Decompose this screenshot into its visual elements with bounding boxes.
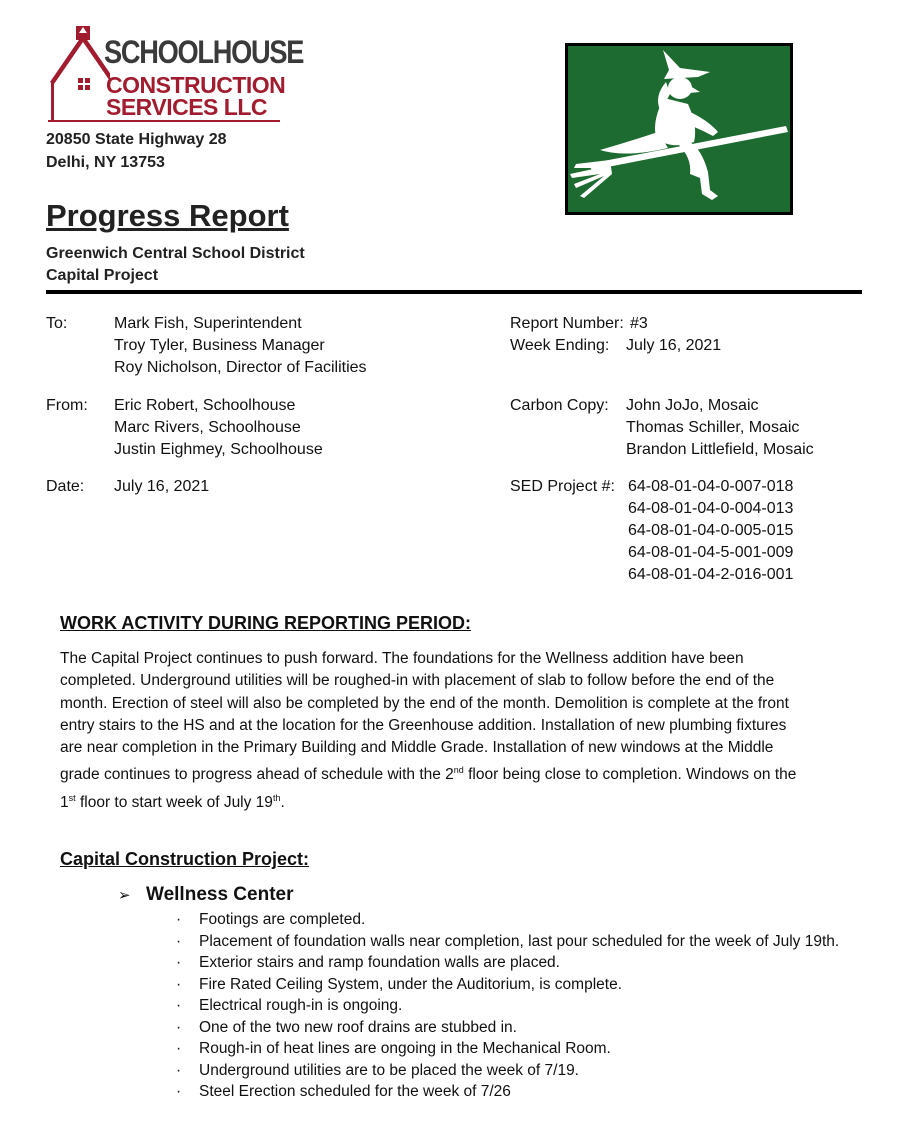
work-activity-paragraph bbox=[60, 648, 800, 814]
ordinal-suffix: nd bbox=[453, 765, 464, 776]
bullet-dot: · bbox=[176, 975, 182, 993]
week-ending-label: Week Ending: bbox=[510, 337, 610, 354]
sed-project-list bbox=[628, 476, 793, 586]
bullet-dot: · bbox=[176, 1018, 182, 1036]
work-activity-heading: WORK ACTIVITY DURING REPORTING PERIOD: bbox=[60, 613, 472, 633]
to-label: To: bbox=[46, 315, 68, 332]
witch-mascot bbox=[565, 43, 793, 215]
ordinal-suffix: th bbox=[272, 792, 281, 803]
report-number-value: #3 bbox=[630, 315, 648, 332]
from-sender: Eric Robert, Schoolhouse bbox=[114, 397, 296, 414]
from-senders bbox=[114, 395, 323, 461]
header-divider bbox=[46, 290, 862, 294]
carbon-copy-list bbox=[626, 395, 814, 461]
report-number-label: Report Number: bbox=[510, 315, 624, 332]
sed-project-number: 64-08-01-04-0-007-018 bbox=[628, 478, 794, 495]
to-recipient: Mark Fish, Superintendent bbox=[114, 315, 302, 332]
paragraph-text: floor being close to completion. Windows on the 1 bbox=[60, 766, 797, 812]
to-recipient: Roy Nicholson, Director of Facilities bbox=[114, 359, 367, 376]
list-item-text: Placement of foundation walls near completion, last pour scheduled for the week of July 19th. bbox=[199, 932, 840, 950]
list-item bbox=[176, 909, 839, 931]
list-item bbox=[176, 1038, 839, 1060]
capital-project-heading: Capital Construction Project: bbox=[60, 849, 310, 869]
list-item bbox=[176, 995, 839, 1017]
list-item-text: Footings are completed. bbox=[199, 911, 366, 928]
address-line2: Delhi, NY 13753 bbox=[46, 154, 165, 171]
sed-project-number: 64-08-01-04-0-004-013 bbox=[628, 500, 794, 517]
cc-recipient: Brandon Littlefield, Mosaic bbox=[626, 441, 814, 458]
list-item bbox=[176, 952, 839, 974]
wellness-center-heading bbox=[118, 884, 293, 906]
list-item-text: Exterior stairs and ramp foundation walls are placed. bbox=[199, 954, 560, 971]
paragraph-text: floor to start week of July 19 bbox=[75, 794, 273, 812]
sed-project-number: 64-08-01-04-0-005-015 bbox=[628, 522, 794, 539]
from-label: From: bbox=[46, 397, 88, 414]
date-label: Date: bbox=[46, 478, 85, 495]
bullet-dot: · bbox=[176, 1061, 182, 1079]
wellness-center-list bbox=[176, 909, 839, 1103]
list-item-text: Steel Erection scheduled for the week of 7/26 bbox=[199, 1083, 511, 1100]
from-sender: Justin Eighmey, Schoolhouse bbox=[114, 441, 323, 458]
schoolhouse-icon bbox=[48, 24, 110, 124]
to-recipient: Troy Tyler, Business Manager bbox=[114, 337, 325, 354]
list-item-text: Fire Rated Ceiling System, under the Auditorium, is complete. bbox=[199, 975, 622, 993]
sed-project-number: 64-08-01-04-5-001-009 bbox=[628, 544, 794, 561]
project-name: Capital Project bbox=[46, 267, 159, 284]
date-value: July 16, 2021 bbox=[114, 478, 210, 495]
to-recipients bbox=[114, 313, 367, 379]
arrow-bullet-icon: ➢ bbox=[118, 886, 131, 904]
client-name: Greenwich Central School District bbox=[46, 245, 305, 262]
list-item-text: One of the two new roof drains are stubbed in. bbox=[199, 1018, 517, 1036]
list-item bbox=[176, 1081, 839, 1103]
page-title: Progress Report bbox=[46, 198, 289, 233]
sed-project-number: 64-08-01-04-2-016-001 bbox=[628, 566, 794, 583]
paragraph-text: . bbox=[280, 794, 285, 812]
ordinal-suffix: st bbox=[68, 792, 76, 803]
address-line1: 20850 State Highway 28 bbox=[46, 131, 227, 148]
bullet-dot: · bbox=[176, 932, 182, 950]
bullet-dot: · bbox=[176, 954, 182, 971]
bullet-dot: · bbox=[176, 997, 182, 1014]
witch-on-broom-icon bbox=[568, 46, 790, 212]
section-title: Wellness Center bbox=[146, 884, 294, 905]
list-item-text: Rough-in of heat lines are ongoing in the Mechanical Room. bbox=[199, 1040, 611, 1057]
list-item-text: Electrical rough-in is ongoing. bbox=[199, 997, 403, 1014]
from-sender: Marc Rivers, Schoolhouse bbox=[114, 419, 301, 436]
logo-name-line3: SERVICES LLC bbox=[106, 94, 267, 120]
bullet-dot: · bbox=[176, 1040, 182, 1057]
cc-recipient: Thomas Schiller, Mosaic bbox=[626, 419, 800, 436]
logo-name-line2: CONSTRUCTION bbox=[106, 72, 286, 98]
list-item bbox=[176, 931, 839, 953]
list-item bbox=[176, 1017, 839, 1039]
week-ending-value: July 16, 2021 bbox=[626, 337, 722, 354]
list-item-text: Underground utilities are to be placed the week of 7/19. bbox=[199, 1061, 579, 1079]
paragraph-text: The Capital Project continues to push forward. The foundations for the Wellness addition have been completed. Underground utilities will be roughed-in with placement of slab to follow before the end of the month. Erection of steel will also be completed by the end of the month. Demolition is complete at the front entry stairs to the HS and at the location for the Greenhouse addition. Installation of new plumbing fixtures are near completion in the Primary Building and Middle Grade. Installation of new windows at the Middle grade continues to progress ahead of schedule with the 2 bbox=[60, 650, 789, 784]
carbon-copy-label: Carbon Copy: bbox=[510, 397, 609, 414]
sed-project-label: SED Project #: bbox=[510, 478, 615, 495]
cc-recipient: John JoJo, Mosaic bbox=[626, 397, 759, 414]
logo-name-line1: SCHOOLHOUSE bbox=[104, 34, 304, 70]
bullet-dot: · bbox=[176, 1083, 182, 1100]
list-item bbox=[176, 1060, 839, 1082]
bullet-dot: · bbox=[176, 911, 182, 928]
list-item bbox=[176, 974, 839, 996]
